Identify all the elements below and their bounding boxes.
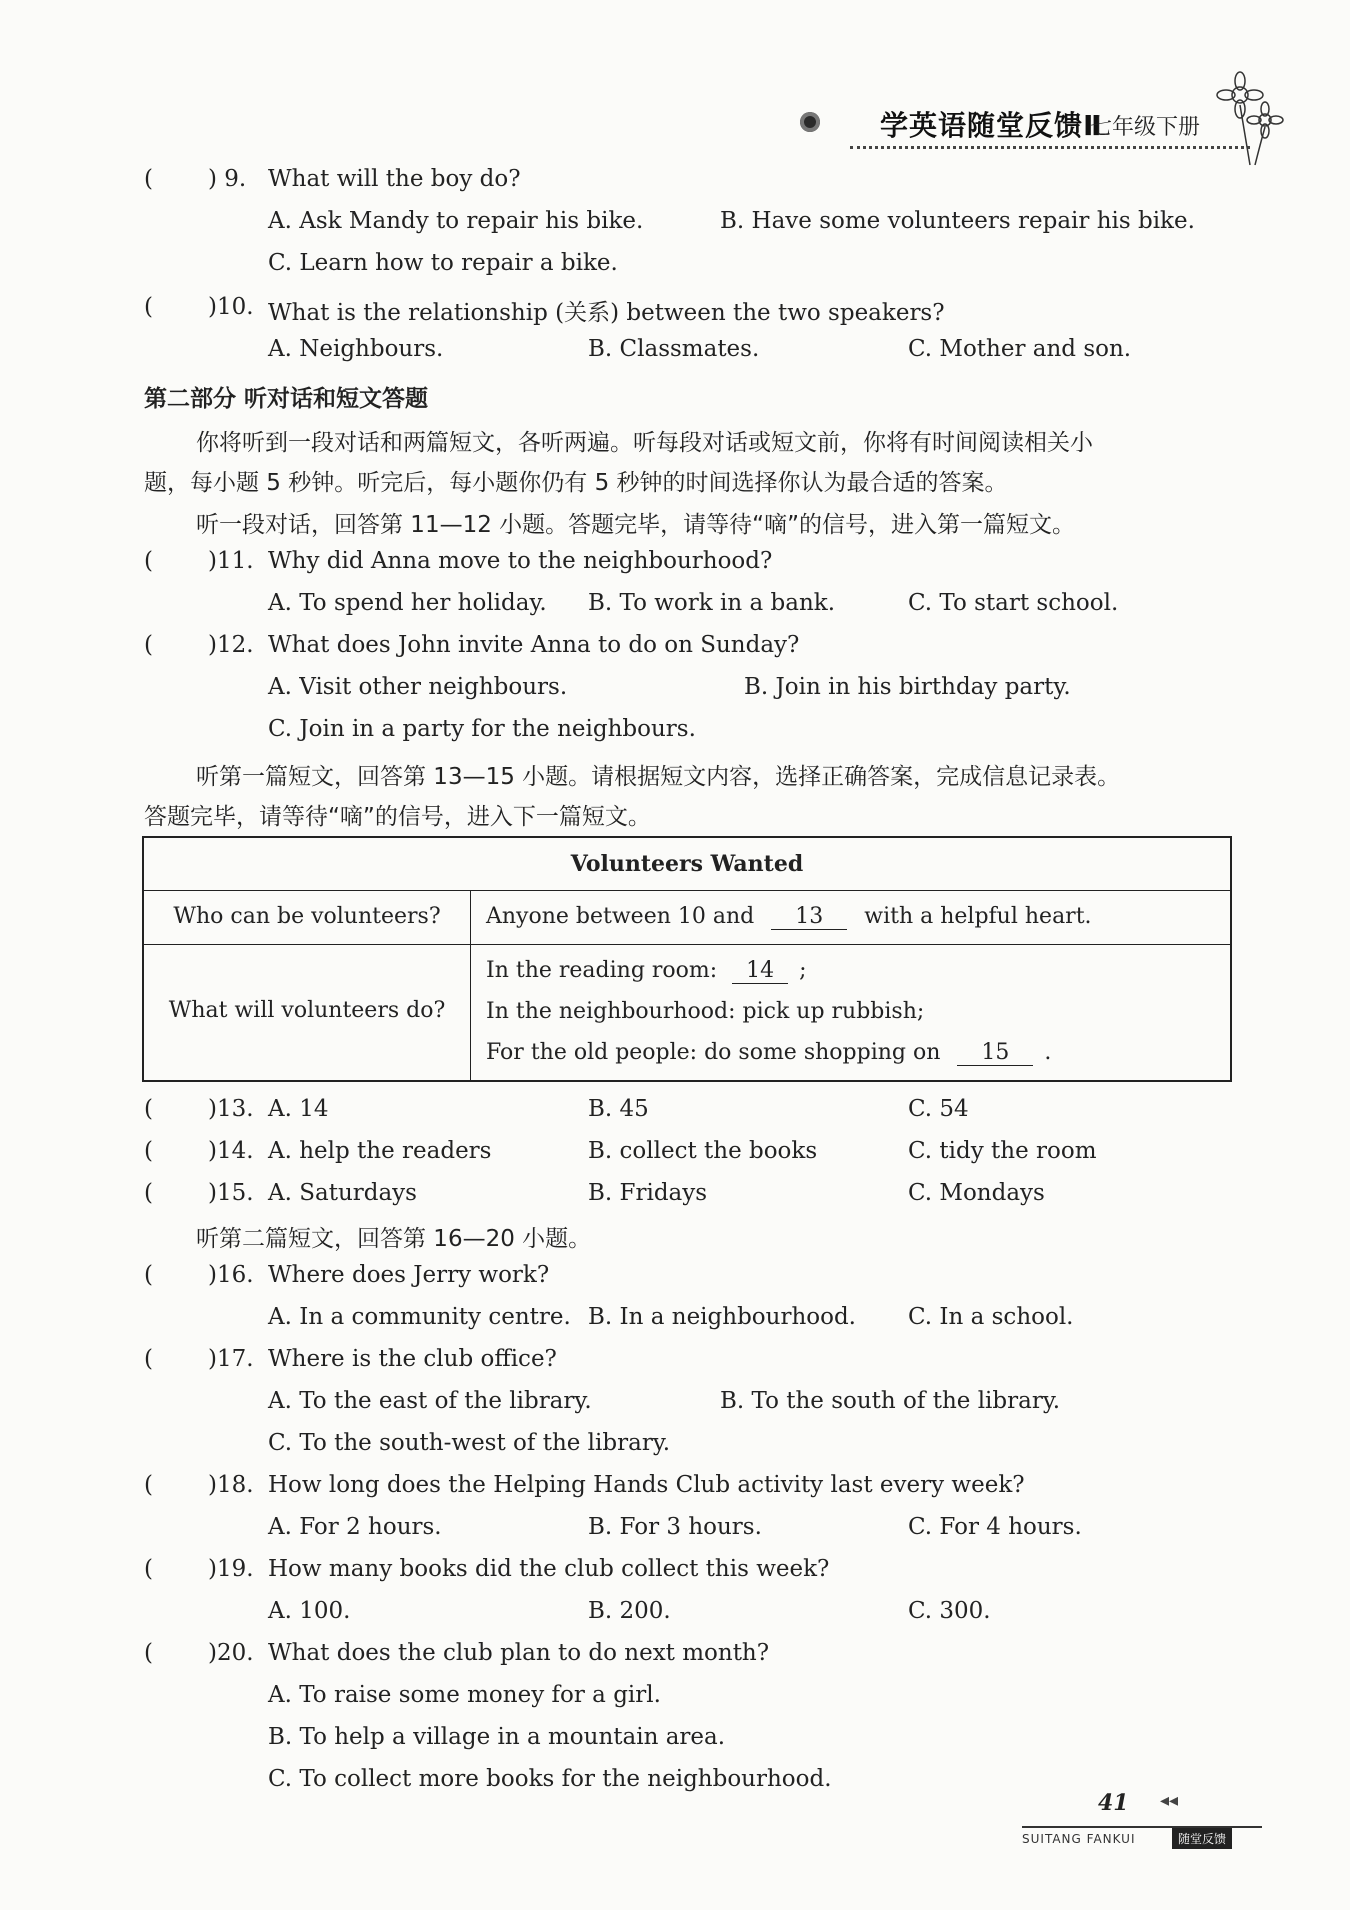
question-number: )15. — [208, 1180, 254, 1206]
option-c: C. To collect more books for the neighbourhood. — [268, 1766, 832, 1792]
option-c: C. Mother and son. — [908, 336, 1132, 362]
answer-bracket[interactable]: ( — [144, 294, 153, 320]
option-c: C. To the south-west of the library. — [268, 1430, 671, 1456]
question-stem: What does John invite Anna to do on Sunday? — [268, 632, 800, 658]
answer-bracket[interactable]: ( — [144, 1180, 153, 1206]
text: . — [1044, 1040, 1052, 1065]
section-intro-line-1: 你将听到一段对话和两篇短文，各听两遍。听每段对话或短文前，你将有时间阅读相关小 — [196, 430, 1093, 456]
text: For the old people: do some shopping on — [486, 1040, 941, 1065]
question-number: )17. — [208, 1346, 254, 1372]
row-label: What will volunteers do? — [168, 998, 446, 1023]
row-content — [486, 904, 1092, 930]
answer-bracket[interactable]: ( — [144, 166, 153, 192]
row-content-line-1 — [486, 958, 807, 984]
page-footer — [1022, 1826, 1262, 1846]
question-stem: Where does Jerry work? — [268, 1262, 550, 1288]
text: In the reading room: — [486, 958, 718, 983]
option-a: A. Neighbours. — [268, 336, 444, 362]
option-b: B. Have some volunteers repair his bike. — [720, 208, 1195, 234]
passage-2-instruction: 听第二篇短文，回答第 16—20 小题。 — [196, 1226, 592, 1252]
question-number: )11. — [208, 548, 254, 574]
series-name-en: SUITANG FANKUI — [1022, 1832, 1136, 1846]
option-c: C. In a school. — [908, 1304, 1074, 1330]
option-b: B. To the south of the library. — [720, 1388, 1061, 1414]
option-a: A. For 2 hours. — [268, 1514, 442, 1540]
option-b: B. collect the books — [588, 1138, 818, 1164]
answer-bracket[interactable]: ( — [144, 1262, 153, 1288]
option-b: B. To help a village in a mountain area. — [268, 1724, 726, 1750]
page-header — [800, 100, 1270, 160]
answer-bracket[interactable]: ( — [144, 1472, 153, 1498]
option-c: C. tidy the room — [908, 1138, 1097, 1164]
table-row — [144, 944, 1230, 1080]
question-stem: What is the relationship (关系) between the two speakers? — [268, 300, 945, 326]
option-b: B. Fridays — [588, 1180, 708, 1206]
question-number: )14. — [208, 1138, 254, 1164]
option-b: B. For 3 hours. — [588, 1514, 762, 1540]
section-intro-line-2: 题，每小题 5 秒钟。听完后，每小题你仍有 5 秒钟的时间选择你认为最合适的答案。 — [144, 470, 1008, 496]
question-number: )10. — [208, 294, 254, 320]
option-b: B. 200. — [588, 1598, 671, 1624]
answer-bracket[interactable]: ( — [144, 548, 153, 574]
answer-bracket[interactable]: ( — [144, 1346, 153, 1372]
blank-14[interactable]: 14 — [732, 958, 788, 984]
option-c: C. For 4 hours. — [908, 1514, 1082, 1540]
arrow-icon: ◂◂ — [1160, 1790, 1179, 1811]
question-stem: Why did Anna move to the neighbourhood? — [268, 548, 773, 574]
blank-15[interactable]: 15 — [957, 1040, 1033, 1066]
question-stem: What will the boy do? — [268, 166, 521, 192]
option-c: C. 54 — [908, 1096, 969, 1122]
dialogue-instruction: 听一段对话，回答第 11—12 小题。答题完毕，请等待“嘀”的信号，进入第一篇短文。 — [196, 512, 1075, 538]
question-number: )19. — [208, 1556, 254, 1582]
question-number: )18. — [208, 1472, 254, 1498]
answer-bracket[interactable]: ( — [144, 1640, 153, 1666]
option-a: A. To spend her holiday. — [268, 590, 547, 616]
question-stem: What does the club plan to do next month? — [268, 1640, 770, 1666]
question-stem: How many books did the club collect this week? — [268, 1556, 830, 1582]
text: Anyone between 10 and — [486, 904, 755, 929]
option-b: B. Join in his birthday party. — [744, 674, 1071, 700]
passage-1-instruction-line-1: 听第一篇短文，回答第 13—15 小题。请根据短文内容，选择正确答案，完成信息记录表。 — [196, 764, 1121, 790]
section-title: 第二部分 听对话和短文答题 — [144, 386, 429, 412]
option-b: B. 45 — [588, 1096, 649, 1122]
series-badge: 随堂反馈 — [1172, 1828, 1232, 1849]
question-number: )13. — [208, 1096, 254, 1122]
row-content-line-3 — [486, 1040, 1051, 1066]
answer-bracket[interactable]: ( — [144, 632, 153, 658]
question-number: )12. — [208, 632, 254, 658]
option-a: A. 14 — [268, 1096, 329, 1122]
question-number: )16. — [208, 1262, 254, 1288]
table-row — [144, 890, 1230, 945]
question-stem: How long does the Helping Hands Club activity last every week? — [268, 1472, 1025, 1498]
grade-label: 七年级下册 — [1090, 115, 1201, 140]
flower-icon — [1210, 65, 1290, 175]
table-column-divider — [470, 890, 471, 1080]
answer-bracket[interactable]: ( — [144, 1556, 153, 1582]
option-b: B. To work in a bank. — [588, 590, 836, 616]
info-table — [142, 836, 1232, 1082]
answer-bracket[interactable]: ( — [144, 1096, 153, 1122]
blank-13[interactable]: 13 — [771, 904, 847, 930]
header-dotted-rule — [850, 146, 1250, 149]
option-a: A. In a community centre. — [268, 1304, 571, 1330]
option-a: A. 100. — [268, 1598, 351, 1624]
book-title: 学英语随堂反馈Ⅱ — [880, 109, 1103, 142]
text: ; — [799, 958, 807, 983]
option-c: C. To start school. — [908, 590, 1119, 616]
bullet-icon — [800, 112, 820, 132]
option-a: A. To the east of the library. — [268, 1388, 592, 1414]
option-a: A. Visit other neighbours. — [268, 674, 568, 700]
passage-1-instruction-line-2: 答题完毕，请等待“嘀”的信号，进入下一篇短文。 — [144, 804, 651, 830]
option-b: B. Classmates. — [588, 336, 760, 362]
option-b: B. In a neighbourhood. — [588, 1304, 856, 1330]
row-content-line-2: In the neighbourhood: pick up rubbish; — [486, 999, 925, 1024]
page-number: 41 — [1098, 1790, 1129, 1816]
option-a: A. help the readers — [268, 1138, 492, 1164]
question-number: )20. — [208, 1640, 254, 1666]
option-a: A. To raise some money for a girl. — [268, 1682, 661, 1708]
option-c: C. Mondays — [908, 1180, 1045, 1206]
option-a: A. Saturdays — [268, 1180, 417, 1206]
answer-bracket[interactable]: ( — [144, 1138, 153, 1164]
text: with a helpful heart. — [864, 904, 1092, 929]
question-stem: Where is the club office? — [268, 1346, 557, 1372]
option-c: C. 300. — [908, 1598, 991, 1624]
question-number: ) 9. — [208, 166, 247, 192]
table-title: Volunteers Wanted — [144, 838, 1230, 891]
option-c: C. Learn how to repair a bike. — [268, 250, 618, 276]
row-label: Who can be volunteers? — [173, 904, 441, 929]
option-c: C. Join in a party for the neighbours. — [268, 716, 696, 742]
option-a: A. Ask Mandy to repair his bike. — [268, 208, 644, 234]
